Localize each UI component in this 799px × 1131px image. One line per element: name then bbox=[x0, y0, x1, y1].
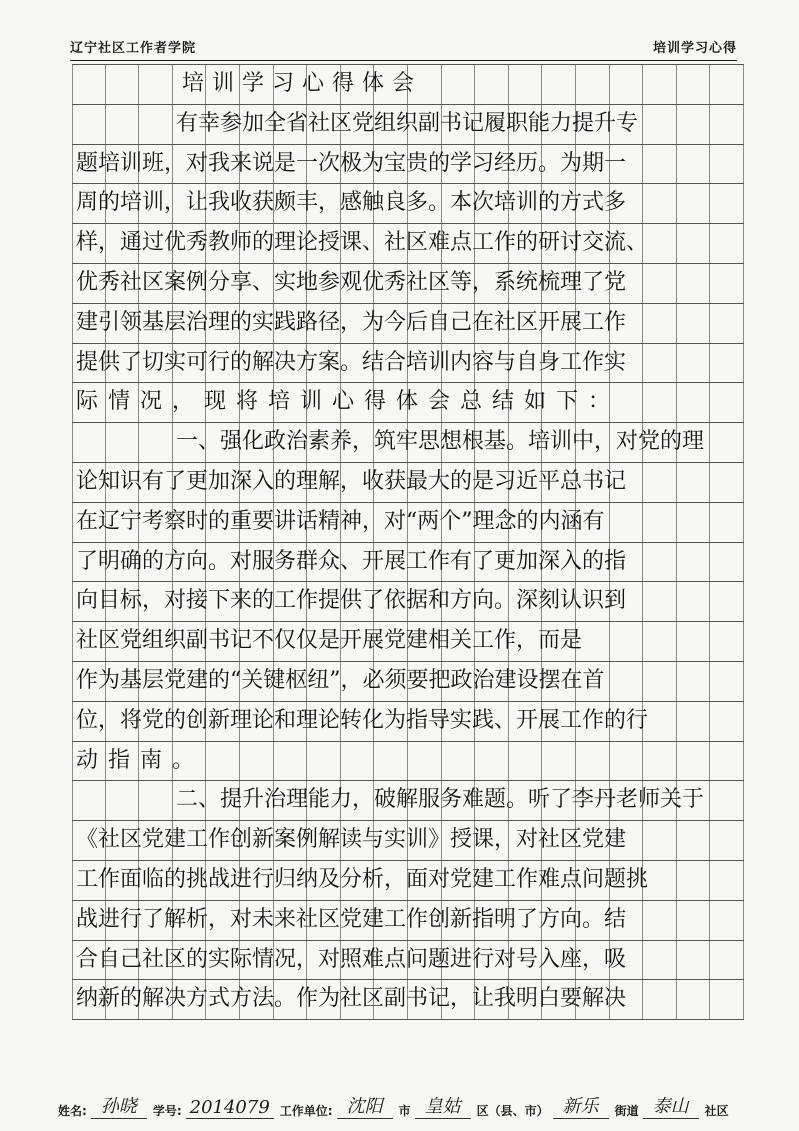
grid-line bbox=[72, 742, 744, 782]
district-suffix: 区（县、市） bbox=[476, 1104, 549, 1118]
district-value: 皇姑 bbox=[415, 1092, 471, 1119]
grid-line bbox=[72, 941, 744, 981]
handwritten-line: 提供了切实可行的解决方案。结合培训内容与自身工作实 bbox=[76, 349, 627, 375]
handwritten-line: 论知识有了更加深入的理解，收获最大的是习近平总书记 bbox=[76, 468, 627, 494]
handwritten-line: 在辽宁考察时的重要讲话精神，对“两个”理念的内涵有 bbox=[76, 508, 605, 534]
handwritten-line: 工作面临的挑战进行归纳及分析，面对党建工作难点问题挑 bbox=[76, 866, 649, 892]
grid-line bbox=[72, 383, 744, 423]
handwritten-line: 题培训班，对我来说是一次极为宝贵的学习经历。为期一 bbox=[76, 150, 627, 176]
grid-line bbox=[72, 901, 744, 941]
handwritten-line: 战进行了解析，对未来社区党建工作创新指明了方向。结 bbox=[76, 906, 627, 932]
id-value: 2014079 bbox=[186, 1097, 274, 1119]
grid-line bbox=[72, 821, 744, 861]
grid-line bbox=[72, 423, 744, 463]
handwritten-line: 样，通过优秀教师的理论授课、社区难点工作的研讨交流、 bbox=[76, 230, 649, 256]
grid-line bbox=[72, 861, 744, 901]
grid-line bbox=[72, 503, 744, 543]
handwritten-line: 动指南。 bbox=[76, 747, 205, 773]
handwritten-line: 周的培训，让我收获颇丰，感触良多。本次培训的方式多 bbox=[76, 190, 627, 216]
id-label: 学号: bbox=[152, 1104, 182, 1118]
grid-line bbox=[72, 702, 744, 742]
institution-name: 辽宁社区工作者学院 bbox=[70, 41, 197, 56]
grid-line bbox=[72, 543, 744, 583]
name-value: 孙晓 bbox=[91, 1092, 147, 1119]
handwritten-line: 建引领基层治理的实践路径，为今后自己在社区开展工作 bbox=[76, 309, 627, 335]
grid-line bbox=[72, 184, 744, 224]
handwritten-line: 优秀社区案例分享、实地参观优秀社区等，系统梳理了党 bbox=[76, 269, 627, 295]
grid-line bbox=[72, 224, 744, 264]
grid-line bbox=[72, 304, 744, 344]
writing-grid bbox=[72, 64, 744, 1020]
handwritten-line: 一、强化政治素养，筑牢思想根基。培训中，对党的理 bbox=[176, 429, 705, 455]
grid-line bbox=[72, 622, 744, 662]
handwritten-line: 际情况，现将培训心得体会总结如下： bbox=[76, 389, 621, 415]
street-value: 新乐 bbox=[553, 1092, 609, 1119]
handwritten-line: 有幸参加全省社区党组织副书记履职能力提升专 bbox=[176, 110, 639, 136]
handwritten-line: 向目标，对接下来的工作提供了依据和方向。深刻认识到 bbox=[76, 588, 627, 614]
grid-line bbox=[72, 264, 744, 304]
community-value: 泰山 bbox=[643, 1092, 699, 1119]
city-suffix: 市 bbox=[398, 1104, 411, 1118]
grid-line bbox=[72, 344, 744, 384]
document-type: 培训学习心得 bbox=[652, 41, 737, 56]
grid-line bbox=[72, 105, 744, 145]
street-suffix: 街道 bbox=[614, 1104, 639, 1118]
footer-info bbox=[58, 1093, 759, 1119]
grid-line bbox=[72, 662, 744, 702]
name-label: 姓名: bbox=[58, 1104, 87, 1118]
handwritten-line: 《社区党建工作创新案例解读与实训》授课，对社区党建 bbox=[76, 827, 627, 853]
handwritten-line: 纳新的解决方式方法。作为社区副书记，让我明白要解决 bbox=[76, 986, 627, 1012]
handwritten-line: 合自己社区的实际情况，对照难点问题进行对号入座，吸 bbox=[76, 946, 627, 972]
grid-line bbox=[72, 463, 744, 503]
handwritten-line: 了明确的方向。对服务群众、开展工作有了更加深入的指 bbox=[76, 548, 627, 574]
grid-line bbox=[72, 145, 744, 185]
community-suffix: 社区 bbox=[704, 1104, 729, 1118]
handwritten-line: 培训学习心得体会 bbox=[182, 71, 423, 96]
handwritten-line: 社区党组织副书记不仅仅是开展党建相关工作，而是 bbox=[76, 628, 583, 654]
handwritten-line: 二、提升治理能力，破解服务难题。听了李丹老师关于 bbox=[176, 787, 705, 813]
handwritten-line: 位，将党的创新理论和理论转化为指导实践、开展工作的行 bbox=[76, 707, 649, 733]
grid-line bbox=[72, 64, 744, 105]
unit-label: 工作单位: bbox=[279, 1104, 333, 1118]
city-value: 沈阳 bbox=[337, 1092, 393, 1119]
page-header bbox=[70, 28, 737, 61]
grid-line bbox=[72, 582, 744, 622]
grid-line bbox=[72, 980, 744, 1020]
handwritten-line: 作为基层党建的“关键枢纽”，必须要把政治建设摆在首 bbox=[76, 667, 605, 693]
grid-line bbox=[72, 781, 744, 821]
